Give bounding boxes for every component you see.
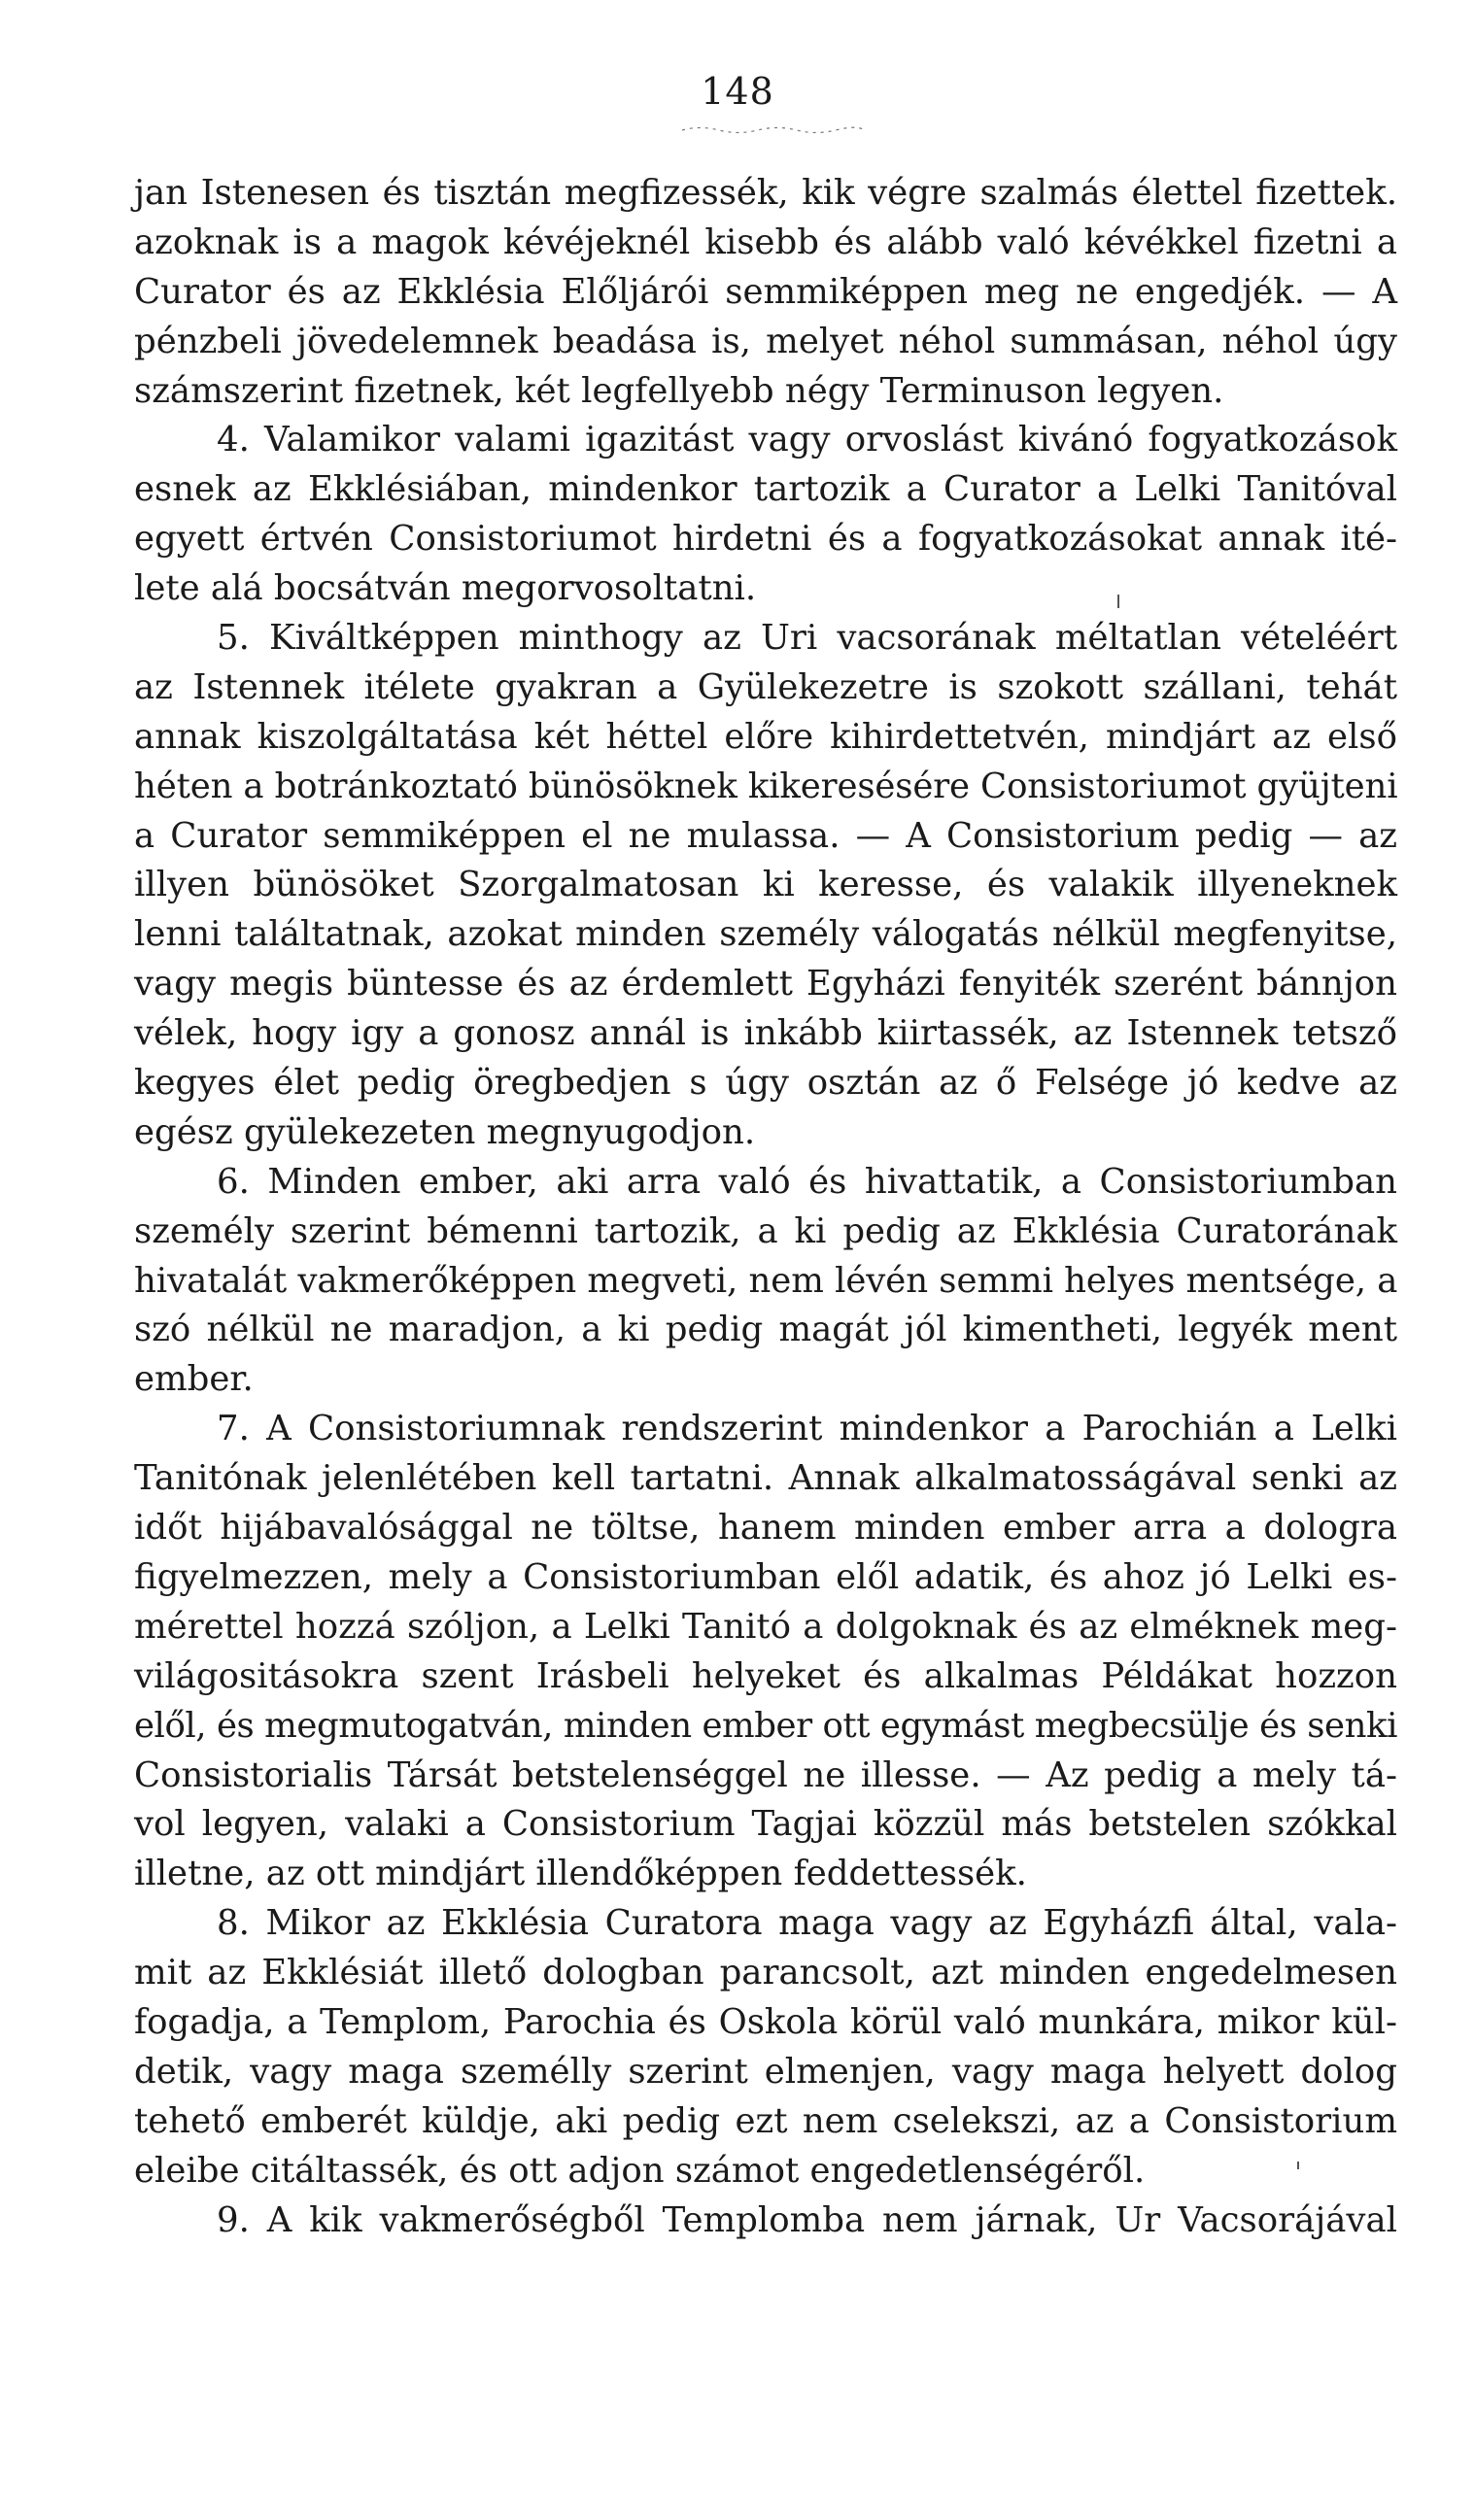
paragraph-8-start: 8. Mikor az Ekklésia Curatora maga vagy az Egyházfi által, vala-	[217, 1903, 1397, 1944]
text-line: lete alá bocsátván megorvosoltatni.	[134, 568, 757, 609]
text-line: fogadja, a Templom, Parochia és Oskola körül való munkára, mikor kül-	[134, 2001, 1397, 2042]
text-line: tehető emberét küldje, aki pedig ezt nem cselekszi, az a Consistorium	[134, 2100, 1397, 2141]
page-body-text	[134, 169, 1397, 2245]
text-line: detik, vagy maga személly szerint elmenjen, vagy maga helyett dolog	[134, 2051, 1397, 2092]
text-line: személy szerint bémenni tartozik, a ki pedig az Ekklésia Curatorának	[134, 1210, 1397, 1251]
text-line: vagy megis büntesse és az érdemlett Egyházi fenyiték szerént bánnjon	[134, 964, 1397, 1005]
text-line: kegyes élet pedig öregbedjen s úgy osztán az ő Felsége jó kedve az	[134, 1063, 1397, 1104]
text-line: pénzbeli jövedelemnek beadása is, melyet néhol summásan, néhol úgy	[134, 321, 1397, 361]
text-line: esnek az Ekklésiában, mindenkor tartozik a Curator a Lelki Tanitóval	[134, 469, 1397, 510]
paragraph-9-start: 9. A kik vakmerőségből Templomba nem járnak, Ur Vacsorájával	[217, 2199, 1397, 2240]
text-line: ember.	[134, 1359, 254, 1400]
text-line: a Curator semmiképpen el ne mulassa. — A Consistorium pedig — az	[134, 815, 1397, 856]
text-line: héten a botránkoztató bünösöknek kikeresésére Consistoriumot gyüjteni	[134, 766, 1398, 806]
text-line: mit az Ekklésiát illető dologban parancsolt, azt minden engedelmesen	[134, 1953, 1397, 1993]
text-line: illyen bünösöket Szorgalmatosan ki keresse, és valakik illyeneknek	[134, 865, 1397, 905]
text-line: azoknak is a magok kévéjeknél kisebb és alább való kévékkel fizetni a	[134, 221, 1397, 262]
header-ornament	[680, 124, 865, 134]
page-number: 148	[701, 70, 774, 113]
text-line: Tanitónak jelenlétében kell tartatni. Annak alkalmatosságával senki az	[134, 1458, 1397, 1499]
text-line: lenni találtatnak, azokat minden személy válogatás nélkül megfenyitse,	[134, 914, 1397, 955]
text-line: vol legyen, valaki a Consistorium Tagjai közzül más betstelen szókkal	[134, 1804, 1397, 1845]
text-line: számszerint fizetnek, két legfellyebb négy Terminuson legyen.	[134, 370, 1224, 411]
text-line: eleibe citáltassék, és ott adjon számot engedetlenségéről.	[134, 2150, 1146, 2191]
paragraph-4-start: 4. Valamikor valami igazitást vagy orvoslást kivánó fogyatkozások	[217, 420, 1397, 460]
text-line: vélek, hogy igy a gonosz annál is inkább kiirtassék, az Istennek tetsző	[134, 1013, 1397, 1054]
paragraph-7-start: 7. A Consistoriumnak rendszerint mindenkor a Parochián a Lelki	[217, 1409, 1397, 1449]
text-line: illetne, az ott mindjárt illendőképpen feddettessék.	[134, 1854, 1027, 1894]
text-line: szó nélkül ne maradjon, a ki pedig magát jól kimentheti, legyék ment	[134, 1310, 1397, 1350]
print-speck	[1297, 2162, 1299, 2169]
paragraph-6-start: 6. Minden ember, aki arra való és hivattatik, a Consistoriumban	[217, 1161, 1397, 1202]
text-line: hivatalát vakmerőképpen megveti, nem lévén semmi helyes mentsége, a	[134, 1260, 1398, 1301]
text-line: jan Istenesen és tisztán megfizessék, kik végre szalmás élettel fizettek.	[134, 173, 1397, 213]
text-line: az Istennek itélete gyakran a Gyülekezetre is szokott szállani, tehát	[134, 666, 1397, 707]
text-line: elől, és megmutogatván, minden ember ott egymást megbecsülje és senki	[134, 1705, 1397, 1746]
paragraph-5-start: 5. Kiváltképpen minthogy az Uri vacsorának méltatlan vételéért	[217, 618, 1397, 659]
text-line: egyett értvén Consistoriumot hirdetni és a fogyatkozásokat annak ité-	[134, 519, 1397, 560]
print-speck	[1117, 595, 1119, 608]
text-line: mérettel hozzá szóljon, a Lelki Tanitó a dolgoknak és az elméknek meg-	[134, 1606, 1397, 1647]
text-line: Curator és az Ekklésia Előljárói semmiképpen meg ne engedjék. — A	[134, 271, 1397, 312]
text-line: Consistorialis Társát betstelenséggel ne illesse. — Az pedig a mely tá-	[134, 1754, 1397, 1795]
text-line: annak kiszolgáltatása két héttel előre kihirdettetvén, mindjárt az első	[134, 716, 1397, 757]
text-line: világositásokra szent Irásbeli helyeket és alkalmas Példákat hozzon	[134, 1655, 1397, 1696]
text-line: időt hijábavalósággal ne töltse, hanem minden ember arra a dologra	[134, 1508, 1397, 1549]
text-line: figyelmezzen, mely a Consistoriumban elől adatik, és ahoz jó Lelki es-	[134, 1556, 1397, 1597]
text-line: egész gyülekezeten megnyugodjon.	[134, 1111, 756, 1152]
